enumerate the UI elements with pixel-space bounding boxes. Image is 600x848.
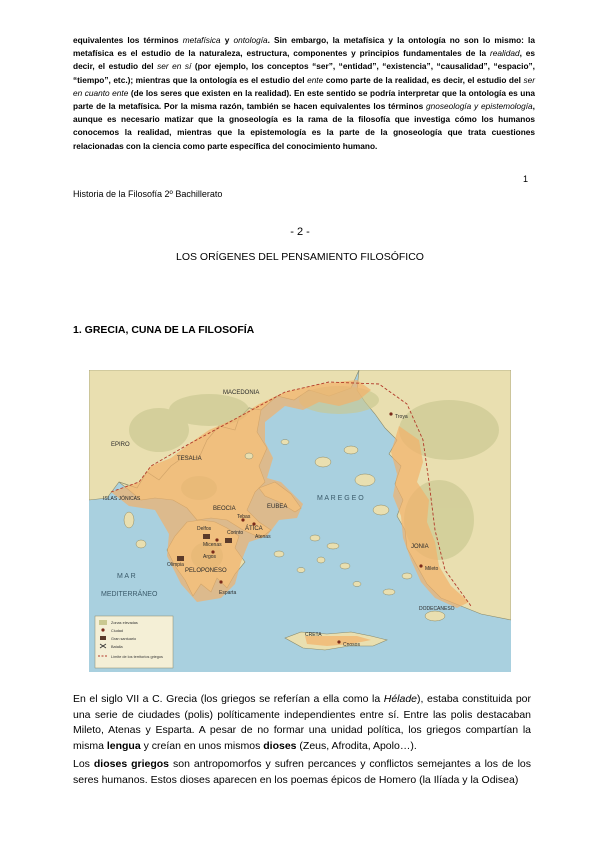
label-beocia: BEOCIA <box>213 506 236 512</box>
intro-paragraph: equivalentes los términos metafísica y ontología. Sin embargo, la metafísica y la ontología no son lo mismo: la metafísica es el estudio de la naturaleza, estructura, componentes y principios fundamentales de la realidad, es decir, el estudio del ser en sí (por ejemplo, los conceptos “ser”, “entidad”, “existencia”, “causalidad”, “espacio”, “tiempo”, etc.); mientras que la ontología es el estudio del ente como parte de la realidad, es decir, el estudio del ser en cuanto ente (de los seres que existen en la realidad). En este sentido se podría interpretar que la ontología es una parte de la metafísica. Por la misma razón, también se hacen equivalentes los términos gnoseología y epistemología, aunque es necesario matizar que la gnoseología es la rama de la filosofía que investiga cómo los humanos conocemos la realidad, mientras que la epistemología es la parte de la gnoseología que trata cuestiones relacionadas con la ciencia como parte específica del conocimiento humano. <box>73 35 535 151</box>
label-tesalia: TESALIA <box>177 456 202 462</box>
label-argos: Argos <box>203 554 217 560</box>
legend-item-batalla: Batalla <box>111 645 123 649</box>
label-olimpia: Olimpia <box>167 562 184 568</box>
map-of-ancient-greece <box>89 370 511 672</box>
label-troya: Troya <box>395 414 408 420</box>
page-marker: - 2 - <box>290 226 310 238</box>
label-eubea: EUBEA <box>267 504 288 510</box>
label-jonia: JONIA <box>411 544 429 550</box>
running-header: Historia de la Filosofía 2º Bachillerato <box>73 189 223 199</box>
page-number: 1 <box>522 174 528 184</box>
label-dodecaneso: DODECANESO <box>419 606 455 612</box>
label-epiro: EPIRO <box>111 442 130 448</box>
chapter-title: LOS ORÍGENES DEL PENSAMIENTO FILOSÓFICO <box>176 251 424 263</box>
map-legend <box>95 616 173 668</box>
label-tebas: Tebas <box>237 514 251 520</box>
label-delfos: Delfos <box>197 526 212 532</box>
legend-item-gran-santuario: Gran santuario <box>111 637 137 641</box>
label-micenas: Micenas <box>203 542 222 548</box>
label-islas-jonicas: ISLAS JÓNICAS <box>103 496 141 502</box>
label-mediterraneo: MEDITERRÁNEO <box>101 591 158 598</box>
label-cnosos: Cnosos <box>343 642 360 648</box>
paragraph-grecia: En el siglo VII a C. Grecia (los griegos se referían a ella como la Hélade), estaba constituida por una serie de ciudades (polis) políticamente independientes entre sí. Entre las polis destacaban Mileto, Atenas y Esparta. A pesar de no formar una unidad política, los griegos compartían la misma lengua y creían en unos mismos dioses (Zeus, Afrodita, Apolo…). <box>73 693 531 752</box>
label-macedonia: MACEDONIA <box>223 390 260 396</box>
label-creta: CRETA <box>305 632 322 638</box>
section-heading: 1. GRECIA, CUNA DE LA FILOSOFÍA <box>73 324 255 336</box>
label-mar: M A R <box>117 573 136 580</box>
label-corinto: Corinto <box>227 530 244 536</box>
legend-item-zonas-elevadas: Zonas elevadas <box>111 621 138 625</box>
label-atenas: Atenas <box>255 534 271 540</box>
label-mar-egeo: M A R E G E O <box>317 495 364 502</box>
legend-item-ciudad: Ciudad <box>111 629 124 633</box>
label-esparta: Esparta <box>219 590 237 596</box>
label-atica: ÁTICA <box>245 526 263 532</box>
legend-item-limite: Límite de los territorios griegos <box>111 655 163 659</box>
label-mileto: Mileto <box>425 566 439 572</box>
label-peloponeso: PELOPONESO <box>185 568 227 574</box>
paragraph-dioses: Los dioses griegos son antropomorfos y sufren percances y conflictos semejantes a los de los seres humanos. Estos dioses aparecen en los poemas épicos de Homero (la Ilíada y la Odisea) <box>73 758 531 786</box>
